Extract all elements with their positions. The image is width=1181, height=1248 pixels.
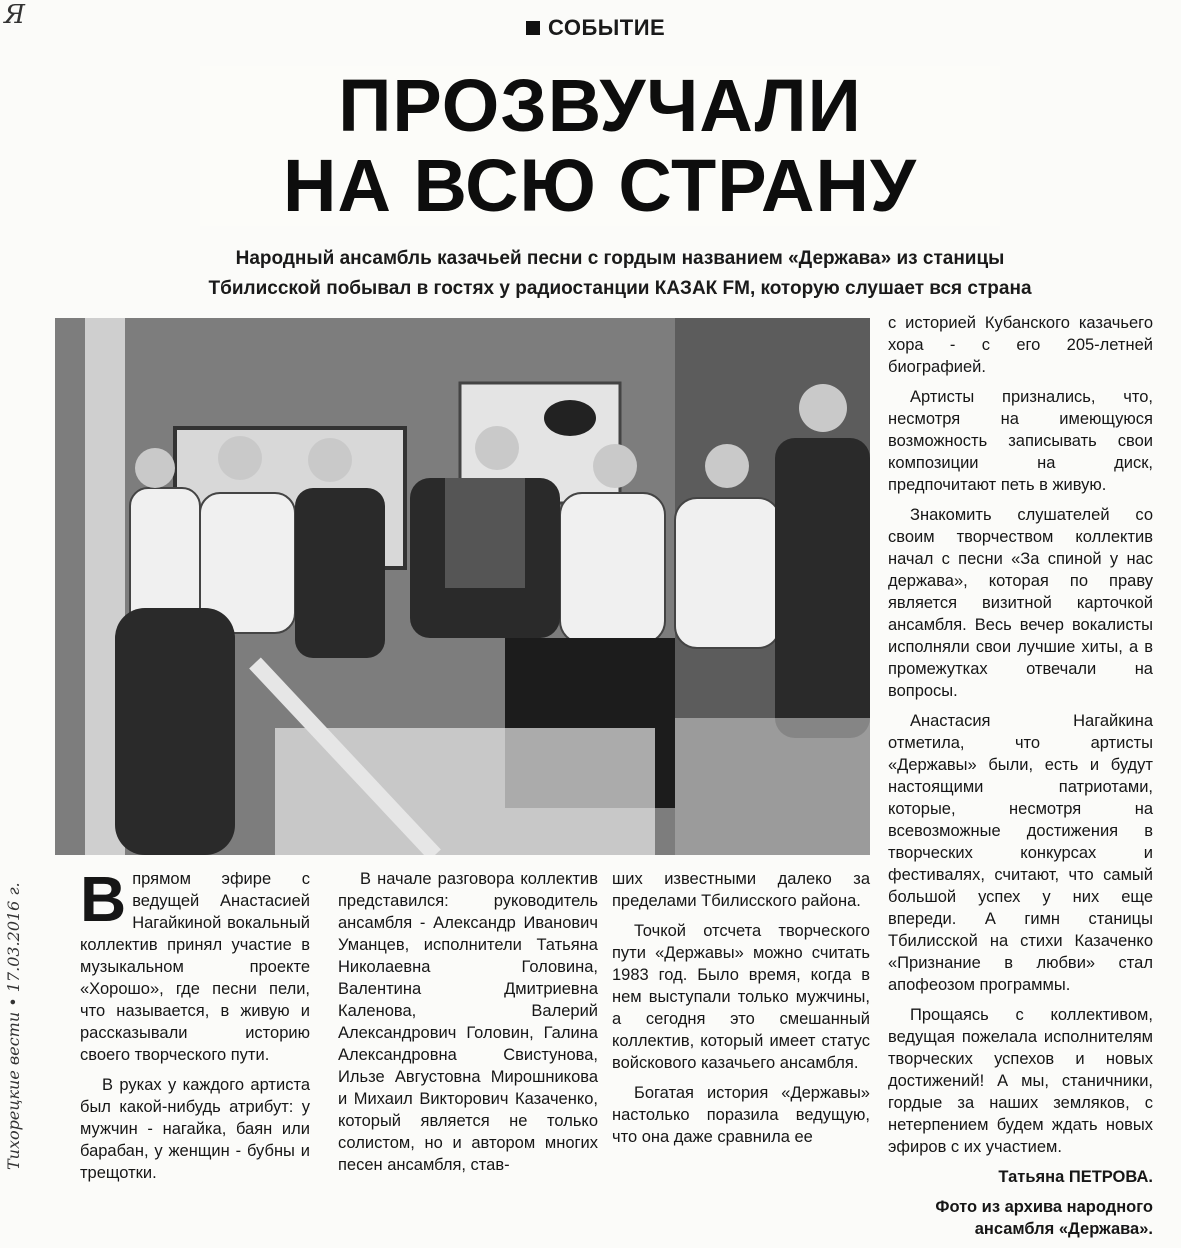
article-column-1 xyxy=(80,863,310,1192)
author-signature: Татьяна ПЕТРОВА. xyxy=(998,1168,1153,1186)
handwritten-corner-mark: Я xyxy=(4,0,25,30)
column-3-paragraph-2: Богатая история «Державы» настолько поразила ведущую, что она даже сравнила ее xyxy=(612,1084,870,1146)
column-1-paragraph-1 xyxy=(80,863,310,1066)
dropcap-letter: В xyxy=(80,863,127,935)
square-bullet-icon xyxy=(526,21,540,35)
lead-line-2: Тбилисской побывал в гостях у радиостанции КАЗАК FM, которую слушает вся страна xyxy=(208,278,1032,299)
column-3-paragraph-0: ших известными далеко за пределами Тбилисского района. xyxy=(612,870,870,910)
photo-credit: Фото из архива народного ансамбля «Держава». xyxy=(935,1198,1153,1238)
article-photo xyxy=(55,318,870,855)
article-lead xyxy=(70,244,1170,304)
headline-line-2: НА ВСЮ СТРАНУ xyxy=(283,144,917,227)
column-4-paragraph-2: Знакомить слушателей со своим творчеством коллектив начал с песни «За спиной у нас держава», которая по праву является визитной карточкой ансамбля. Весь вечер вокалисты исполняли свои лучшие хиты, а в промежутках отвечали на вопросы. xyxy=(888,506,1153,700)
column-1-paragraph-1-text: прямом эфире с ведущей Анастасией Нагайкиной вокальный коллектив принял участие в музыкальном проекте «Хорошо», где песни пели, что называется, в живую и рассказывали историю своего творческого пути. xyxy=(80,870,310,1064)
column-4-paragraph-3: Анастасия Нагайкина отметила, что артисты «Державы» были, есть и будут настоящими патриотами, которые, несмотря на всевозможные достижения в творческих конкурсах и фестивалях, считают, что самый большой успех у них еще впереди. А гимн станицы Тбилисской на стихи Казаченко «Признание в любви» стал апофеозом программы. xyxy=(888,712,1153,994)
section-rubric xyxy=(526,12,676,44)
column-4-paragraph-0: с историей Кубанского казачьего хора - с его 205-летней биографией. xyxy=(888,314,1153,376)
article-headline xyxy=(200,66,1000,226)
column-4-paragraph-4: Прощаясь с коллективом, ведущая пожелала исполнителям творческих успехов и новых достижений! А мы, станичники, гордые за наших земляков, с нетерпением будем ждать новых эфиров с их участием. xyxy=(888,1006,1153,1156)
column-2-paragraph-1: В начале разговора коллектив представился: руководитель ансамбля - Александр Иванович Уманцев, исполнители Татьяна Николаевна Головина, Валентина Дмитриевна Каленова, Валерий Александрович Головин, Галина Александровна Свистунова, Ильзе Августовна Мирошникова и Михаил Викторович Казаченко, который является не только солистом, но и автором многих песен ансамбля, став- xyxy=(338,870,598,1174)
article-column-2 xyxy=(338,868,598,1184)
article-column-3 xyxy=(612,868,870,1156)
lead-line-1: Народный ансамбль казачьей песни с гордым названием «Держава» из станицы xyxy=(235,248,1005,269)
headline-line-1: ПРОЗВУЧАЛИ xyxy=(338,64,862,147)
column-4-paragraph-1: Артисты признались, что, несмотря на имеющуюся возможность записывать свои композиции на диск, предпочитают петь в живую. xyxy=(888,388,1153,494)
column-1-paragraph-2: В руках у каждого артиста был какой-нибудь атрибут: у мужчин - нагайка, баян или барабан, у женщин - бубны и трещотки. xyxy=(80,1076,310,1182)
handwritten-margin-note: Тихорецкие вести • 17.03.2016 г. xyxy=(4,882,23,1170)
column-3-paragraph-1: Точкой отсчета творческого пути «Державы» можно считать 1983 год. Было время, когда в нем выступали только мужчины, а сегодня это смешанный коллектив, который имеет статус войскового казачьего ансамбля. xyxy=(612,922,870,1072)
rubric-label: СОБЫТИЕ xyxy=(548,15,666,40)
studio-photo-illustration xyxy=(55,318,870,855)
article-column-4 xyxy=(888,312,1153,1248)
